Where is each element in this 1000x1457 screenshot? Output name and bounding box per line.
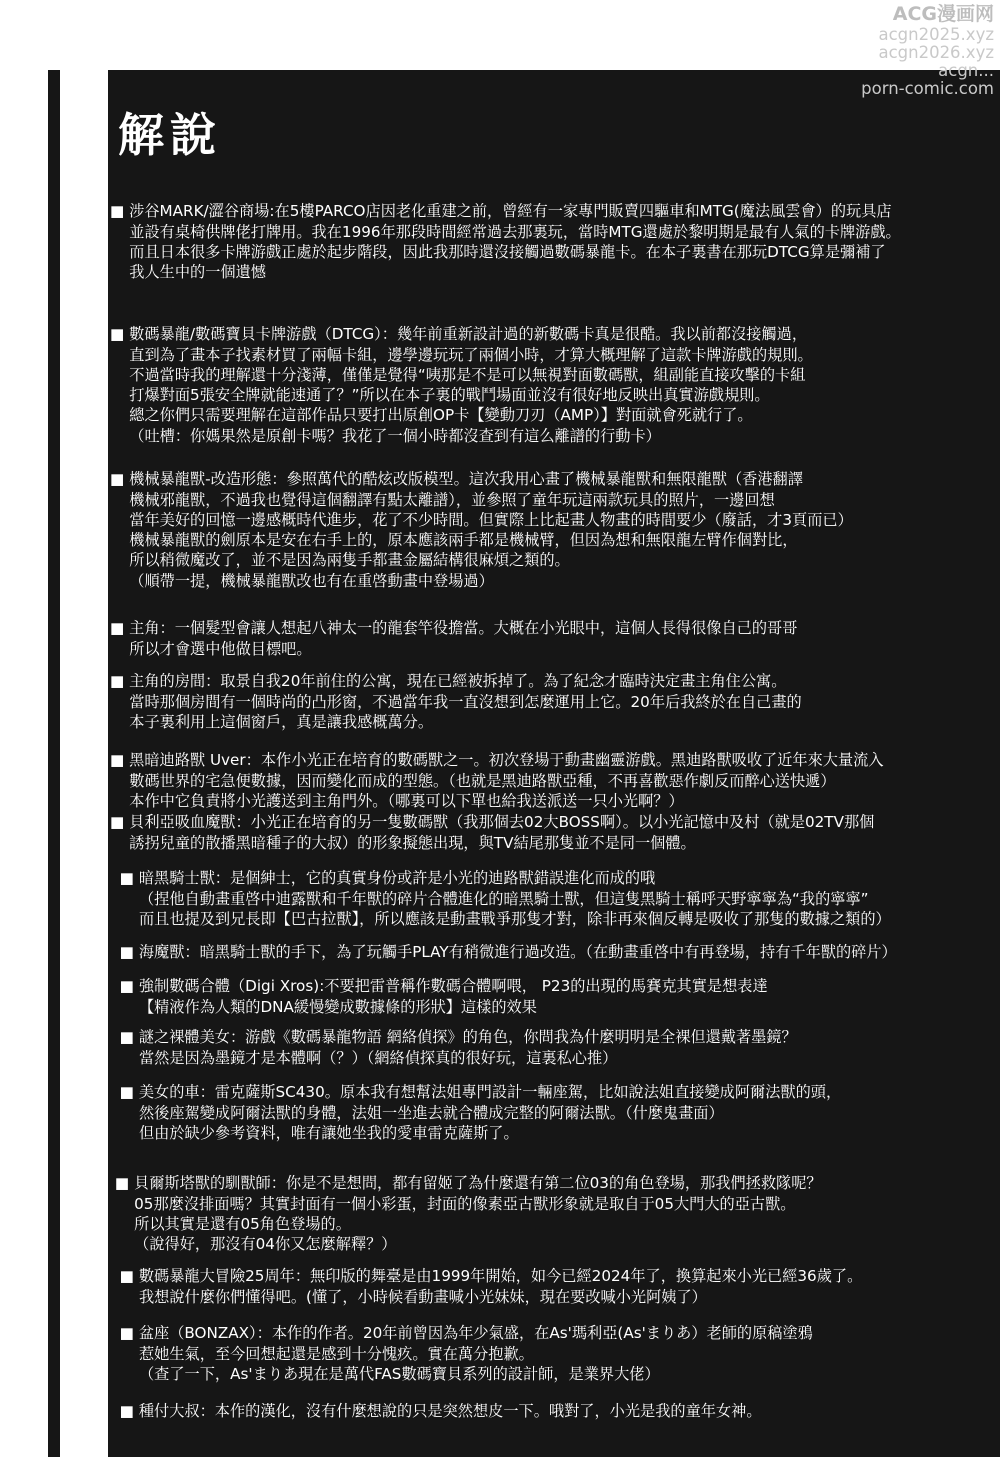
entry-line: 本作中它負責將小光護送到主角門外。（哪裏可以下單也給我送派送一只小光啊？）	[110, 791, 684, 810]
watermark-line: acgn...	[938, 61, 994, 80]
entry-line: 機械暴龍獸的劍原本是安在右手上的，原本應該兩手都是機械臂，但因為想和無限龍左臂作個對比，	[110, 531, 798, 550]
entry-line: 當然是因為墨鏡才是本體啊（？）（網絡偵探真的很好玩，這裏私心推）	[110, 1048, 618, 1067]
watermark-line: acgn2026.xyz	[878, 43, 994, 62]
entry-line: ■ 主角：一個髮型會讓人想起八神太一的龍套竿役擔當。大概在小光眼中，這個人長得很像自己的哥哥	[110, 619, 798, 638]
entry-line: 數碼世界的宅急便數據，因而變化而成的型態。（也就是黑迪路獸亞種，不再喜歡惡作劇反而醉心送快遞）	[110, 771, 836, 790]
entry-line: ■ 黑暗迪路獸 Uver：本作小光正在培育的數碼獸之一。初次登場于動畫幽靈游戲。黑迪路獸吸收了近年來大量流入	[110, 751, 884, 770]
entry-line: 所以才會選中他做目標吧。	[110, 639, 312, 658]
entry-line: 當時那個房間有一個時尚的凸形窗，不過當年我一直沒想到怎麼運用上它。20年后我終於在自己畫的	[110, 692, 802, 711]
entry-line: 總之你們只需要理解在這部作品只要打出原創OP卡【變動刀刃（AMP）】對面就會死就行了。	[110, 406, 753, 425]
entry-shibuya	[110, 181, 901, 303]
page-title: 解說	[118, 108, 222, 162]
page-gutter	[60, 70, 108, 1457]
entry-line: ■ 種付大叔：本作的漢化，沒有什麼想說的只是突然想皮一下。哦對了，小光是我的童年女神。	[110, 1402, 762, 1421]
entry-line: 惹她生氣，至今回想起還是感到十分愧疚。實在萬分抱歉。	[110, 1344, 534, 1363]
entry-translator	[110, 1381, 762, 1442]
entry-line: 本子裏利用上這個窗戶，真是讓我感概萬分。	[110, 712, 434, 731]
entry-line: 而且也提及到兄長即【巴古拉獸】，所以應該是動畫戰爭那隻才對，除非再來個反轉是吸收了那隻的數據之類的）	[110, 909, 891, 928]
entry-line: ■ 涉谷MARK/澀谷商場:在5樓PARCO店因老化重建之前，曾經有一家專門販賣四驅車和MTG(魔法風雲會）的玩具店	[110, 202, 892, 221]
entry-line: 但由於缺少參考資料，唯有讓她坐我的愛車雷克薩斯了。	[110, 1123, 519, 1142]
entry-line: 【精液作為人類的DNA緩慢變成數據條的形狀】這樣的效果	[110, 997, 537, 1016]
entry-line: ■ 謎之裸體美女：游戲《數碼暴龍物語 網絡偵探》的角色，你問我為什麼明明是全裸但還戴著墨鏡？	[110, 1028, 797, 1047]
entry-line: （順帶一提，機械暴龍獸改也有在重啓動畫中登場過）	[110, 571, 494, 590]
entry-car	[110, 1062, 841, 1163]
entry-line: ■ 貝利亞吸血魔獸：小光正在培育的另一隻數碼獸（我那個去02大BOSS啊）。以小光記憶中及村（就是02TV那個	[110, 813, 875, 832]
entry-line: 05那麼沒排面嗎？其實封面有一個小彩蛋，封面的像素亞古獸形象就是取自于05大門大的亞古獸。	[110, 1194, 796, 1213]
entry-line: ■ 強制數碼合體（Digi Xros):不要把雷普稱作數碼合體啊喂， P23的出現的馬賽克其實是想表達	[110, 977, 768, 996]
watermark-line: porn-comic.com	[861, 79, 994, 98]
entry-line: ■ 海魔獸：暗黑騎士獸的手下，為了玩觸手PLAY有稍微進行過改造。（在動畫重啓中有再登場，持有千年獸的碎片）	[110, 943, 897, 962]
entry-line: 當年美好的回憶一邊感概時代進步，花了不少時間。但實際上比起畫人物畫的時間要少（廢話，才3頁而已）	[110, 510, 853, 529]
entry-line: ■ 數碼暴龍大冒險25周年：無印版的舞臺是由1999年開始，如今已經2024年了，換算起來小光已經36歲了。	[110, 1267, 863, 1286]
entry-line: ■ 主角的房間：取景自我20年前住的公寓，現在已經被拆掉了。為了紀念才臨時決定畫主角住公寓。	[110, 672, 787, 691]
entry-line: ■ 貝爾斯塔獸的馴獸師：你是不是想問，都有留姬了為什麼還有第二位03的角色登場，那我們拯救隊呢？	[110, 1174, 822, 1193]
entry-line: ■ 數碼暴龍/數碼寶貝卡牌游戲（DTCG）：幾年前重新設計過的新數碼卡真是很酷。我以前都沒接觸過，	[110, 325, 808, 344]
entry-line: 所以稍微魔改了，並不是因為兩隻手都畫金屬結構很麻煩之類的。	[110, 551, 570, 570]
entry-line: （捏他自動畫重啓中迪露獸和千年獸的碎片合體進化的暗黑騎士獸，但這隻黑騎士稱呼天野寧寧為“我的寧寧”	[110, 889, 869, 908]
entry-line: 打爆對面5張安全牌就能速通了？”所以在本子裏的戰鬥場面並沒有很好地反映出真實游戲規則。	[110, 386, 770, 405]
entry-line: （吐槽：你媽果然是原創卡嗎？我花了一個小時都沒查到有這么離譜的行動卡）	[110, 426, 661, 445]
entry-dtcg	[110, 304, 813, 466]
entry-line: ■ 暗黑騎士獸：是個紳士，它的真實身份或許是小光的迪路獸錯誤進化而成的哦	[110, 869, 656, 888]
entry-line: 我人生中的一個遺憾	[110, 263, 266, 282]
entry-line: ■ 機械暴龍獸-改造形態：參照萬代的酷炫改版模型。這次我用心畫了機械暴龍獸和無限龍獸（香港翻譯	[110, 470, 803, 489]
entry-line: 機械邪龍獸，不過我也覺得這個翻譯有點太離譜），並參照了童年玩這兩款玩具的照片，一邊回想	[110, 490, 775, 509]
entry-line: ■ 盆座（BONZAX）：本作的作者。20年前曾因為年少氣盛，在As'瑪利亞(As'まりあ）老師的原稿塗鴉	[110, 1324, 813, 1343]
entry-line: 並設有桌椅供牌佬打牌用。我在1996年那段時間經常過去那裏玩，當時MTG還處於黎明期是最有人氣的卡牌游戲。	[110, 222, 901, 241]
watermark	[861, 2, 994, 98]
entry-line: 所以其實是還有05角色登場的。	[110, 1214, 351, 1233]
entry-line: 誘拐兒童的散播黑暗種子的大叔）的形象擬態出現，與TV結尾那隻並不是同一個體。	[110, 833, 696, 852]
entry-line: 不過當時我的理解還十分淺薄，僅僅是覺得“咦那是不是可以無視對面數碼獸，組副能直接攻擊的卡組	[110, 365, 806, 384]
entry-line: 直到為了畫本子找素材買了兩幅卡組，邊學邊玩玩了兩個小時，才算大概理解了這款卡牌游戲的規則。	[110, 345, 813, 364]
watermark-logo: ACG漫画网	[892, 3, 994, 25]
entry-machinedramon	[110, 449, 853, 611]
entry-line: 然後座駕變成阿爾法獸的身體，法姐一坐進去就合體成完整的阿爾法獸。（什麼鬼畫面）	[110, 1103, 724, 1122]
entry-line: ■ 美女的車：雷克薩斯SC430。原本我有想幫法姐專門設計一輛座駕，比如說法姐直接變成阿爾法獸的頭，	[110, 1083, 842, 1102]
entry-line: 我想說什麼你們懂得吧。(懂了，小時候看動畫喊小光妹妹，現在要改喊小光阿姨了）	[110, 1287, 707, 1306]
entry-line: （說得好，那沒有04你又怎麼解釋？）	[110, 1235, 397, 1254]
entry-line: （查了一下，As'まりあ現在是萬代FAS數碼寶貝系列的設計師，是業界大佬）	[110, 1364, 660, 1383]
entry-line: 而且日本很多卡牌游戲正處於起步階段，因此我那時還沒接觸過數碼暴龍卡。在本子裏書在那玩DTCG算是彌補了	[110, 242, 886, 261]
watermark-line: acgn2025.xyz	[878, 25, 994, 44]
